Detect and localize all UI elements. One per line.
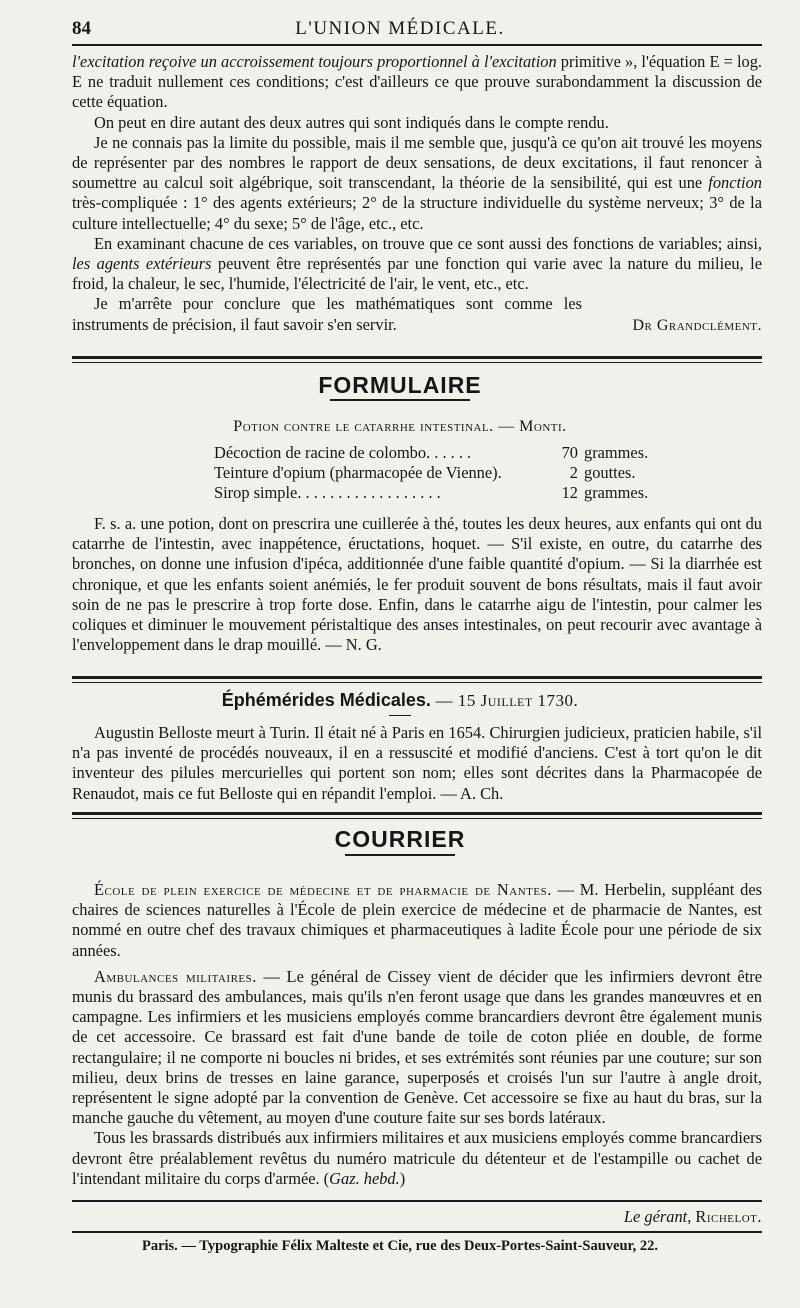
ingredient-unit: grammes. <box>584 443 649 462</box>
printer-imprint: Paris. — Typographie Félix Malteste et Cie, rue des Deux-Portes-Saint-Sauveur, 22. <box>141 1238 659 1254</box>
section-rule <box>72 356 762 359</box>
ingredient-row <box>214 483 674 503</box>
footer-rule <box>72 1231 762 1233</box>
ingredient-qty: 12 <box>561 483 578 502</box>
ephemerides-heading: Éphémérides Médicales. — 15 Juillet 1730. <box>221 690 579 710</box>
gerant-line: Le gérant, Richelot. <box>623 1207 762 1226</box>
section-title-formulaire: FORMULAIRE <box>318 372 482 398</box>
paragraph: En examinant chacune de ces variables, on trouve que ce sont aussi des fonctions de variables; ainsi, les agents extérieurs peuvent être représentés par une fonction qui varie avec la nature du milieu, le froid, la chaleur, le sec, l'humide, l'électricité de l'air, le vent, etc., etc. <box>72 233 762 294</box>
paragraph: l'excitation reçoive un accroissement toujours proportionnel à l'excitation primitive », l'équation E = log. E ne traduit nullement ces conditions; c'est d'ailleurs ce que prouve surabondamment la discussion de cette équation. <box>72 52 763 112</box>
ingredient-row <box>214 463 674 483</box>
section-title-courrier: COURRIER <box>334 826 466 852</box>
author-signature: Dr Grandclément. <box>632 316 762 334</box>
ingredient-row <box>214 443 674 463</box>
courrier-body <box>72 880 762 1189</box>
title-underline <box>345 854 455 856</box>
section-rule <box>72 676 762 679</box>
section-rule-thin <box>72 362 762 363</box>
section-rule-thin <box>72 818 762 819</box>
ingredient-unit: grammes. <box>584 483 649 502</box>
paragraph: On peut en dire autant des deux autres qui sont indiqués dans le compte rendu. <box>94 112 609 132</box>
paragraph: F. s. a. une potion, dont on prescrira une cuillerée à thé, toutes les deux heures, aux enfants qui ont du catarrhe de l'intestin, avec inappétence, éructations, hoquet. — S'il existe, en outre, du catarrhe des bronches, on donne une infusion d'ipéca, additionnée d'une faible quantité d'opium. — Si la diarrhée est chronique, et que les enfants soient anémiés, le fer produit souvent de bons résultats, mais il faut avoir soin de ne pas le prescrire à trop forte dose. Enfin, dans le catarrhe aigu de l'intestin, pour calmer les coliques et diminuer le mouvement péristaltique des anses intestinales, on peut recourir avec avantage à l'enveloppement dans le drap mouillé. — N. G. <box>72 514 762 655</box>
header-rule <box>72 44 762 46</box>
article-end <box>72 52 762 335</box>
section-rule <box>72 812 762 815</box>
ephemerides-body <box>72 723 762 804</box>
paragraph: Tous les brassards distribués aux infirmiers militaires et aux musiciens employés comme brancardiers devront être préalablement revêtus du numéro matricule du détenteur et de l'estampille ou cachet de l'intendant militaire du corps d'armée. (Gaz. hebd.) <box>72 1128 762 1188</box>
ingredient-unit: gouttes. <box>584 463 636 482</box>
paragraph: Je m'arrête pour conclure que les mathématiques sont comme les instruments de précision, il faut savoir s'en servir. <box>72 294 582 334</box>
section-rule-thin <box>72 682 762 683</box>
paragraph: Ambulances militaires. — Le général de Cissey vient de décider que les infirmiers devront être munis du brassard des ambulances, mais qu'ils n'en feront usage que dans les grandes manœuvres et en campagne. Les infirmiers et les musiciens employés comme brancardiers devront être également munis de cet accessoire. Ce brassard est fait d'une bande de toile de coton pliée en double, de forme rectangulaire; il ne comporte ni boucles ni brides, et ses extrémités sont réunies par une couture; sur son milieu, deux brins de tresses en laine garance, superposés et croisés l'un sur l'autre à angle droit, représentent le signe adopté par la convention de Genève. Cet accessoire se fixe au haut du bras, sur la manche gauche du vêtement, au moyen d'une couture faite sur ses bords latéraux. <box>72 966 762 1128</box>
formulaire-body <box>72 514 762 655</box>
paragraph: Je ne connais pas la limite du possible, mais il me semble que, jusqu'à ce qu'on ait trouvé les moyens de représenter par des nombres le rapport de deux sensations, de deux excitations, il faut renoncer à soumettre au calcul soit algébrique, soit transcendant, la théorie de la sensibilité, qui est une fonction très-compliquée : 1° des agents extérieurs; 2° de la structure individuelle du système nerveux; 3° de la culture intellectuelle; 4° du sexe; 5° de l'âge, etc., etc. <box>72 132 762 233</box>
ingredient-name: Teinture d'opium (pharmacopée de Vienne). <box>214 463 502 482</box>
short-rule <box>389 715 411 716</box>
ingredient-qty: 70 <box>561 443 578 462</box>
paragraph: École de plein exercice de médecine et de pharmacie de Nantes. — M. Herbelin, suppléant des chaires de sciences naturelles à l'École de plein exercice de médecine et de pharmacie de Nantes, est nommé en outre chef des travaux chimiques et pharmaceutiques à ladite École pour une période de six années. <box>72 880 762 960</box>
running-head: L'UNION MÉDICALE. <box>295 18 505 39</box>
ingredient-list <box>214 443 674 503</box>
footer-rule <box>72 1200 762 1202</box>
ingredient-name: Sirop simple. . . . . . . . . . . . . . . . . . <box>214 483 441 502</box>
ingredient-name: Décoction de racine de colombo. . . . . . <box>214 443 472 462</box>
paragraph: Augustin Belloste meurt à Turin. Il était né à Paris en 1654. Chirurgien judicieux, praticien habile, s'il n'a pas inventé de procédés nouveaux, il en a ressuscité et modifié d'anciens. C'est à tort qu'on le dit inventeur des pilules mercurielles qui portent son nom; elles sont décrites dans la Pharmacopée de Renaudot, mais ce fut Belloste qui en répandit l'emploi. — A. Ch. <box>72 723 762 803</box>
page-number: 84 <box>72 18 91 39</box>
title-underline <box>330 399 470 401</box>
recipe-title: Potion contre le catarrhe intestinal. — Monti. <box>233 418 567 435</box>
ingredient-qty: 2 <box>569 463 578 482</box>
